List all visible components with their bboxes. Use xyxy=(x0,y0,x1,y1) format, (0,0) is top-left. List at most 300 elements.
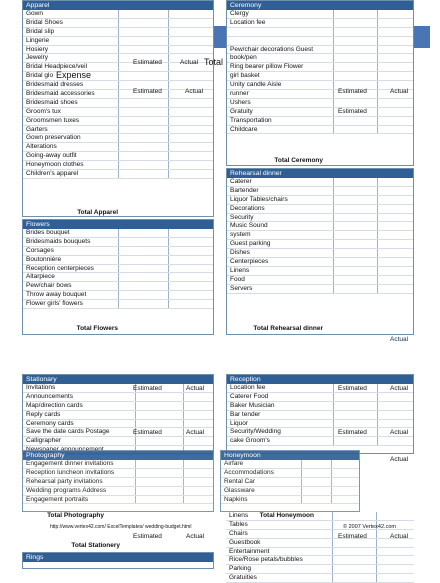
item-label: Bridal Headpiece/veil xyxy=(26,63,88,71)
estimated-cell[interactable] xyxy=(118,152,119,160)
actual-header-ceremony: Actual xyxy=(390,88,409,95)
list-item xyxy=(227,126,413,135)
honeymoon-header: Honeymoon xyxy=(221,451,359,460)
item-label: cake Groom's xyxy=(230,437,270,445)
item-label: book/pen xyxy=(230,54,257,62)
actual-header-2: Actual xyxy=(185,88,204,95)
item-label: Transportation xyxy=(230,116,272,124)
copyright: © 2007 Vertex42.com xyxy=(343,524,396,530)
estimated-cell[interactable] xyxy=(118,229,119,237)
actual-cell[interactable] xyxy=(377,126,378,134)
estimated-cell[interactable] xyxy=(333,420,334,428)
list-item xyxy=(23,420,213,429)
estimated-cell[interactable] xyxy=(301,487,302,495)
estimated-cell[interactable] xyxy=(333,384,334,392)
item-label: Engagement dinner invitations xyxy=(26,460,114,467)
list-item xyxy=(226,530,414,539)
actual-cell[interactable] xyxy=(376,565,377,573)
estimated-cell[interactable] xyxy=(118,238,119,246)
estimated-cell[interactable] xyxy=(118,282,119,290)
actual-header-reception-2: Actual xyxy=(390,429,409,436)
actual-cell[interactable] xyxy=(168,108,169,116)
item-label: Throw away bouquet xyxy=(26,291,87,299)
expense-header: Expense xyxy=(56,70,92,80)
actual-cell[interactable] xyxy=(377,285,378,293)
list-item xyxy=(23,126,213,135)
list-item xyxy=(23,134,213,143)
item-label: Engagement portraits xyxy=(26,495,89,503)
actual-cell[interactable] xyxy=(168,10,169,18)
actual-cell[interactable] xyxy=(183,428,184,436)
total-honeymoon-label: Total Honeymoon xyxy=(259,512,314,519)
estimated-cell[interactable] xyxy=(333,28,334,36)
list-item xyxy=(227,178,413,187)
list-item xyxy=(23,19,213,28)
estimated-cell[interactable] xyxy=(333,90,334,98)
estimated-cell[interactable] xyxy=(333,437,334,445)
item-label: Location fee xyxy=(230,384,266,391)
reception-section xyxy=(226,374,414,454)
photography-header: Photography xyxy=(23,451,213,460)
estimated-cell[interactable] xyxy=(333,126,334,134)
estimated-cell[interactable] xyxy=(333,72,334,80)
estimated-cell[interactable] xyxy=(333,63,334,71)
actual-cell[interactable] xyxy=(168,282,169,290)
actual-cell[interactable] xyxy=(183,437,184,445)
estimated-cell[interactable] xyxy=(118,300,119,308)
estimated-cell[interactable] xyxy=(333,231,334,239)
estimated-cell[interactable] xyxy=(333,222,334,230)
list-item xyxy=(227,411,413,420)
estimated-cell[interactable] xyxy=(332,512,333,520)
estimated-header-reception-2: Estimated xyxy=(338,429,367,436)
actual-cell[interactable] xyxy=(168,161,169,169)
estimated-cell[interactable] xyxy=(333,99,334,107)
list-item xyxy=(23,108,213,117)
estimated-cell[interactable] xyxy=(118,46,119,54)
item-label: Security xyxy=(230,213,254,221)
estimated-cell[interactable] xyxy=(332,565,333,573)
actual-cell[interactable] xyxy=(377,19,378,27)
estimated-cell[interactable] xyxy=(135,402,136,410)
total-ceremony-label: Total Ceremony xyxy=(274,157,323,164)
estimated-cell[interactable] xyxy=(118,126,119,134)
list-item xyxy=(23,247,213,256)
actual-cell[interactable] xyxy=(377,402,378,410)
list-item xyxy=(221,496,359,505)
estimated-cell[interactable] xyxy=(333,37,334,45)
actual-cell[interactable] xyxy=(377,99,378,107)
total-stationery-label: Total Stationery xyxy=(71,542,120,549)
item-label: Tables xyxy=(229,520,248,528)
apparel-section xyxy=(22,0,214,217)
estimated-cell[interactable] xyxy=(118,143,119,151)
item-label: Bridesmaid shoes xyxy=(26,98,78,106)
item-label: Security/Wedding xyxy=(230,428,281,436)
list-item xyxy=(226,556,414,565)
item-label: Lingerie xyxy=(26,36,50,44)
actual-cell[interactable] xyxy=(183,496,184,504)
actual-cell[interactable] xyxy=(168,81,169,89)
actual-cell[interactable] xyxy=(168,37,169,45)
actual-cell[interactable] xyxy=(183,384,184,392)
estimated-cell[interactable] xyxy=(135,393,136,401)
list-item xyxy=(23,28,213,37)
actual-cell[interactable] xyxy=(377,46,378,54)
estimated-cell[interactable] xyxy=(301,469,302,477)
item-label: Corsages xyxy=(26,246,54,254)
actual-cell[interactable] xyxy=(168,170,169,178)
estimated-cell[interactable] xyxy=(118,256,119,264)
list-item xyxy=(23,143,213,152)
estimated-cell[interactable] xyxy=(118,81,119,89)
rings-section xyxy=(22,552,214,569)
estimated-cell[interactable] xyxy=(135,487,136,495)
list-item xyxy=(23,291,213,300)
list-item xyxy=(23,273,213,282)
rings-header: Rings xyxy=(23,553,213,562)
estimated-header-stationery: Estimated xyxy=(133,385,162,392)
estimated-cell[interactable] xyxy=(333,187,334,195)
actual-cell[interactable] xyxy=(168,90,169,98)
actual-cell[interactable] xyxy=(377,81,378,89)
item-label: Rice/Rose petals/bubbles xyxy=(229,556,303,564)
actual-cell[interactable] xyxy=(377,178,378,186)
list-item xyxy=(23,170,213,179)
estimated-cell[interactable] xyxy=(333,178,334,186)
actual-cell[interactable] xyxy=(377,240,378,248)
actual-cell[interactable] xyxy=(331,487,332,495)
rehearsal-section xyxy=(226,168,414,335)
estimated-cell[interactable] xyxy=(333,214,334,222)
estimated-cell[interactable] xyxy=(135,469,136,477)
estimated-cell[interactable] xyxy=(333,249,334,257)
item-label: Guest parking xyxy=(230,240,271,248)
actual-cell[interactable] xyxy=(376,574,377,582)
actual-cell[interactable] xyxy=(377,411,378,419)
estimated-cell[interactable] xyxy=(333,196,334,204)
estimated-cell[interactable] xyxy=(118,63,119,71)
actual-cell[interactable] xyxy=(183,460,184,468)
item-label: Wedding programs Address xyxy=(26,486,107,494)
item-label: Bridal glo xyxy=(26,72,54,80)
estimated-cell[interactable] xyxy=(332,574,333,582)
actual-cell[interactable] xyxy=(168,143,169,151)
item-label: Reply cards xyxy=(26,410,61,418)
actual-cell[interactable] xyxy=(183,487,184,495)
actual-header-rings: Actual xyxy=(186,533,205,540)
list-item xyxy=(227,214,413,223)
actual-cell[interactable] xyxy=(168,99,169,107)
actual-cell[interactable] xyxy=(168,300,169,308)
estimated-cell[interactable] xyxy=(333,81,334,89)
ceremony-header: Ceremony xyxy=(227,1,413,10)
actual-cell[interactable] xyxy=(168,28,169,36)
list-item xyxy=(23,478,213,487)
estimated-cell[interactable] xyxy=(332,556,333,564)
item-label: Gratuity xyxy=(230,107,253,115)
total-header: Total xyxy=(204,57,224,67)
actual-cell[interactable] xyxy=(377,108,378,116)
estimated-cell[interactable] xyxy=(333,267,334,275)
list-item xyxy=(23,152,213,161)
estimated-cell[interactable] xyxy=(332,548,333,556)
total-photography-label: Total Photography xyxy=(47,512,104,519)
estimated-cell[interactable] xyxy=(333,240,334,248)
item-label: Servers xyxy=(230,284,253,292)
list-item xyxy=(23,384,213,393)
estimated-cell[interactable] xyxy=(332,521,333,529)
actual-cell[interactable] xyxy=(183,393,184,401)
estimated-cell[interactable] xyxy=(332,530,333,538)
actual-cell[interactable] xyxy=(183,402,184,410)
estimated-cell[interactable] xyxy=(135,420,136,428)
actual-cell[interactable] xyxy=(168,247,169,255)
actual-cell[interactable] xyxy=(377,420,378,428)
estimated-cell[interactable] xyxy=(118,19,119,27)
actual-cell[interactable] xyxy=(168,152,169,160)
stationery-header: Stationary xyxy=(23,375,213,384)
list-item xyxy=(227,37,413,46)
actual-header-honeymoon: Actual xyxy=(390,456,409,463)
item-label: Gown preservation xyxy=(26,134,81,142)
actual-cell[interactable] xyxy=(376,539,377,547)
list-item xyxy=(227,393,413,402)
estimated-cell[interactable] xyxy=(333,285,334,293)
list-item xyxy=(227,258,413,267)
estimated-cell[interactable] xyxy=(333,19,334,27)
list-item xyxy=(23,99,213,108)
reception-header: Reception xyxy=(227,375,413,384)
actual-cell[interactable] xyxy=(183,478,184,486)
list-item xyxy=(23,487,213,496)
estimated-cell[interactable] xyxy=(118,28,119,36)
item-label: system xyxy=(230,231,251,239)
actual-cell[interactable] xyxy=(377,384,378,392)
actual-cell[interactable] xyxy=(183,469,184,477)
actual-cell[interactable] xyxy=(377,267,378,275)
actual-cell[interactable] xyxy=(168,72,169,80)
estimated-cell[interactable] xyxy=(118,134,119,142)
actual-cell[interactable] xyxy=(376,530,377,538)
actual-cell[interactable] xyxy=(183,411,184,419)
actual-cell[interactable] xyxy=(168,19,169,27)
actual-cell[interactable] xyxy=(377,437,378,445)
actual-cell[interactable] xyxy=(377,63,378,71)
list-item xyxy=(23,393,213,402)
actual-cell[interactable] xyxy=(377,72,378,80)
actual-cell[interactable] xyxy=(377,10,378,18)
list-item xyxy=(23,37,213,46)
estimated-cell[interactable] xyxy=(301,460,302,468)
actual-cell[interactable] xyxy=(168,134,169,142)
actual-cell[interactable] xyxy=(377,37,378,45)
list-item xyxy=(227,222,413,231)
estimated-header-reception: Estimated xyxy=(338,385,367,392)
actual-cell[interactable] xyxy=(331,460,332,468)
actual-cell[interactable] xyxy=(377,196,378,204)
actual-cell[interactable] xyxy=(168,63,169,71)
estimated-cell[interactable] xyxy=(118,90,119,98)
estimated-cell[interactable] xyxy=(118,117,119,125)
total-apparel-label: Total Apparel xyxy=(77,209,118,216)
list-item xyxy=(227,420,413,429)
item-label: Bartender xyxy=(230,186,259,194)
actual-cell[interactable] xyxy=(168,256,169,264)
item-label: Map/direction cards xyxy=(26,401,83,409)
list-item xyxy=(23,437,213,446)
item-label: Gratuities xyxy=(229,574,257,582)
list-item xyxy=(23,46,213,55)
estimated-cell[interactable] xyxy=(135,437,136,445)
estimated-header-stationery-2: Estimated xyxy=(133,429,162,436)
estimated-cell[interactable] xyxy=(333,46,334,54)
actual-cell[interactable] xyxy=(377,117,378,125)
list-item xyxy=(227,63,413,72)
estimated-cell[interactable] xyxy=(333,411,334,419)
actual-cell[interactable] xyxy=(331,469,332,477)
estimated-cell[interactable] xyxy=(118,37,119,45)
actual-cell[interactable] xyxy=(377,205,378,213)
item-label: Bridal slip xyxy=(26,27,55,35)
item-label: Ring bearer pillow Flower xyxy=(230,63,304,71)
estimated-cell[interactable] xyxy=(118,72,119,80)
item-label: Ushers xyxy=(230,98,251,106)
actual-cell[interactable] xyxy=(376,548,377,556)
item-label: Bridesmaid accessories xyxy=(26,90,95,98)
actual-cell[interactable] xyxy=(377,231,378,239)
item-label: Calligrapher xyxy=(26,437,62,445)
item-label: Bar tender xyxy=(230,410,261,418)
vertex42-url: http://www.vertex42.com/ ExcelTemplates/ wedding-budget.html xyxy=(50,524,192,530)
actual-cell[interactable] xyxy=(183,420,184,428)
actual-cell[interactable] xyxy=(331,478,332,486)
list-item xyxy=(23,496,213,505)
list-item xyxy=(23,402,213,411)
list-item xyxy=(23,300,213,309)
estimated-cell[interactable] xyxy=(301,496,302,504)
estimated-cell[interactable] xyxy=(118,247,119,255)
estimated-cell[interactable] xyxy=(333,276,334,284)
item-label: Food xyxy=(230,275,245,283)
actual-cell[interactable] xyxy=(376,556,377,564)
estimated-cell[interactable] xyxy=(135,460,136,468)
list-item xyxy=(226,565,414,574)
estimated-cell[interactable] xyxy=(135,496,136,504)
actual-cell[interactable] xyxy=(377,276,378,284)
list-item xyxy=(226,548,414,557)
estimated-cell[interactable] xyxy=(333,428,334,436)
actual-cell[interactable] xyxy=(376,512,377,520)
list-item xyxy=(227,196,413,205)
item-label: Caterer xyxy=(230,178,252,185)
estimated-cell[interactable] xyxy=(118,170,119,178)
estimated-cell[interactable] xyxy=(118,265,119,273)
estimated-cell[interactable] xyxy=(118,108,119,116)
estimated-cell[interactable] xyxy=(333,205,334,213)
actual-cell[interactable] xyxy=(168,291,169,299)
item-label: Childcare xyxy=(230,125,258,133)
item-label: Caterer Food xyxy=(230,392,269,400)
actual-cell[interactable] xyxy=(377,54,378,62)
estimated-cell[interactable] xyxy=(118,291,119,299)
estimated-header-ceremony: Estimated xyxy=(338,88,367,95)
actual-cell[interactable] xyxy=(377,28,378,36)
item-label: Hosiery xyxy=(26,45,49,53)
actual-cell[interactable] xyxy=(168,273,169,281)
item-label: Bridesmaid dresses xyxy=(26,81,84,89)
item-label: runner xyxy=(230,90,249,98)
actual-cell[interactable] xyxy=(377,90,378,98)
list-item xyxy=(23,428,213,437)
estimated-cell[interactable] xyxy=(135,411,136,419)
estimated-cell[interactable] xyxy=(118,273,119,281)
list-item xyxy=(227,117,413,126)
item-label: Honeymoon clothes xyxy=(26,161,84,169)
estimated-cell[interactable] xyxy=(333,117,334,125)
actual-cell[interactable] xyxy=(377,249,378,257)
estimated-cell[interactable] xyxy=(332,539,333,547)
actual-cell[interactable] xyxy=(377,187,378,195)
list-item xyxy=(221,487,359,496)
list-item xyxy=(227,90,413,99)
item-label: Glassware xyxy=(224,486,255,494)
estimated-cell[interactable] xyxy=(301,478,302,486)
actual-cell[interactable] xyxy=(168,265,169,273)
list-item xyxy=(227,28,413,37)
list-item xyxy=(226,539,414,548)
actual-cell[interactable] xyxy=(377,428,378,436)
item-label: Liquor xyxy=(230,419,249,427)
actual-cell[interactable] xyxy=(168,238,169,246)
estimated-cell[interactable] xyxy=(333,10,334,18)
item-label: Children's apparel xyxy=(26,170,79,178)
estimated-cell[interactable] xyxy=(118,99,119,107)
actual-cell[interactable] xyxy=(377,214,378,222)
list-item xyxy=(227,10,413,19)
estimated-header-apparel: Estimated xyxy=(133,59,162,66)
estimated-cell[interactable] xyxy=(333,258,334,266)
estimated-cell[interactable] xyxy=(135,478,136,486)
item-label: Garters xyxy=(26,125,48,133)
actual-cell[interactable] xyxy=(168,46,169,54)
list-item xyxy=(23,117,213,126)
item-label: Pew/chair decorations Guest xyxy=(230,45,314,53)
estimated-cell[interactable] xyxy=(333,108,334,116)
estimated-cell[interactable] xyxy=(118,10,119,18)
actual-cell[interactable] xyxy=(168,54,169,62)
list-item xyxy=(221,460,359,469)
actual-cell[interactable] xyxy=(377,258,378,266)
estimated-cell[interactable] xyxy=(333,402,334,410)
list-item xyxy=(23,229,213,238)
actual-cell[interactable] xyxy=(377,222,378,230)
actual-cell[interactable] xyxy=(377,393,378,401)
actual-cell[interactable] xyxy=(331,496,332,504)
actual-header-reception-3: Actual xyxy=(390,533,409,540)
item-label: Parking xyxy=(229,565,252,573)
estimated-cell[interactable] xyxy=(333,54,334,62)
item-label: Airfare xyxy=(224,460,244,467)
actual-cell[interactable] xyxy=(168,126,169,134)
estimated-cell[interactable] xyxy=(333,393,334,401)
list-item xyxy=(23,282,213,291)
estimated-cell[interactable] xyxy=(118,161,119,169)
actual-cell[interactable] xyxy=(168,229,169,237)
list-item xyxy=(23,460,213,469)
estimated-cell[interactable] xyxy=(118,54,119,62)
actual-cell[interactable] xyxy=(168,117,169,125)
